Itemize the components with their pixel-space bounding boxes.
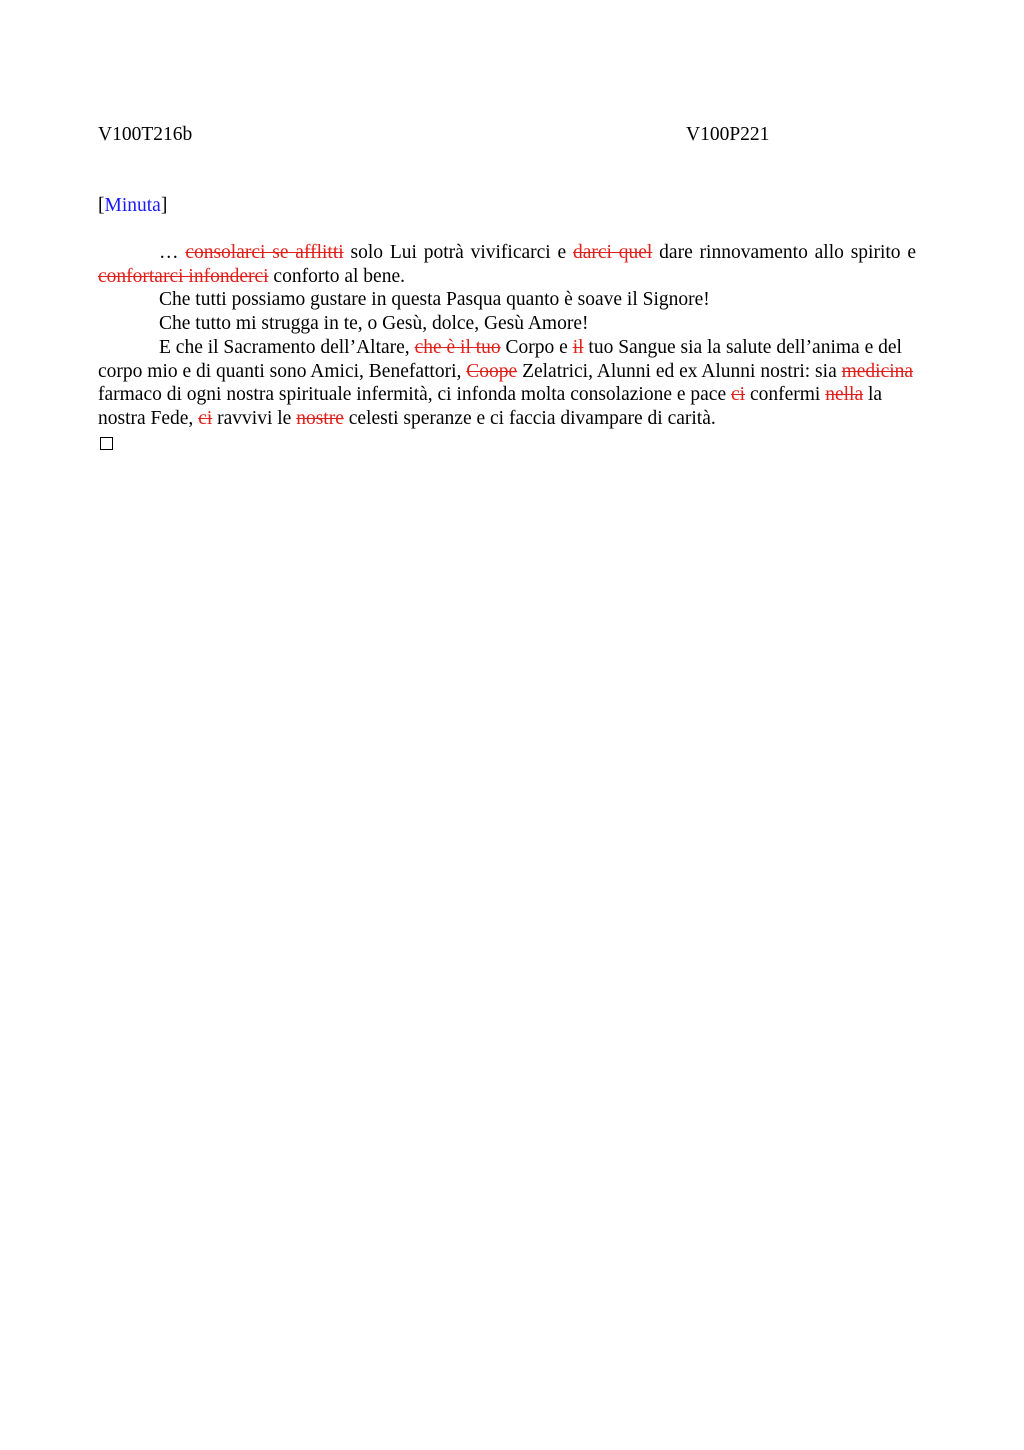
body-text: Corpo e — [500, 336, 573, 358]
body-text: solo Lui potrà vivificarci e — [343, 242, 573, 263]
body-text: confermi — [745, 384, 826, 406]
deleted-text: darci quel — [573, 242, 653, 263]
document-code-right: V100P221 — [686, 124, 770, 145]
body-text: Che tutti possiamo gustare in questa Pasqua quanto è soave il Signore! — [159, 289, 710, 311]
body-text: la nostra Fede, — [98, 384, 883, 429]
deleted-text: il — [572, 336, 584, 358]
paragraph-4 — [98, 336, 916, 431]
minuta-label — [98, 194, 167, 218]
body-text: dare rinnovamento allo spirito e — [652, 242, 917, 263]
paragraph-3 — [98, 312, 916, 336]
body-text: Che tutto mi strugga in te, o Gesù, dolce, Gesù Amore! — [159, 313, 589, 335]
deleted-text: nella — [825, 384, 864, 406]
deleted-text: confortarci infonderci — [98, 265, 269, 287]
minuta-close-bracket: ] — [160, 195, 168, 216]
body-text: E che il Sacramento dell’Altare, — [159, 336, 415, 358]
deleted-text: nostre — [296, 407, 344, 429]
body-text: celesti speranze e ci faccia divampare di carità. — [343, 407, 716, 429]
deleted-text: medicina — [841, 360, 914, 382]
letter-body — [98, 241, 916, 450]
deleted-text: ci — [730, 384, 746, 406]
end-of-document-box-icon — [100, 437, 113, 450]
deleted-text: che è il tuo — [414, 336, 501, 358]
minuta-open-bracket: [ — [98, 195, 105, 216]
document-code-left: V100T216b — [98, 124, 193, 145]
deleted-text: consolarci se afflitti — [185, 242, 344, 263]
body-text: ravvivi le — [212, 407, 297, 429]
body-text: farmaco di ogni nostra spirituale infermità, ci infonda molta consolazione e pace — [98, 384, 731, 406]
body-text: … — [159, 242, 186, 263]
deleted-text: Coope — [466, 360, 518, 382]
paragraph-2 — [98, 288, 916, 312]
deleted-text: ci — [198, 407, 213, 429]
minuta-link[interactable]: Minuta — [104, 195, 161, 216]
body-text: tuo Sangue sia la salute dell’anima e del corpo mio e di quanti sono Amici, Benefattori, — [98, 336, 902, 382]
paragraph-1 — [98, 241, 916, 288]
body-text: Zelatrici, Alunni ed ex Alunni nostri: sia — [517, 360, 842, 382]
body-text: conforto al bene. — [268, 265, 405, 287]
